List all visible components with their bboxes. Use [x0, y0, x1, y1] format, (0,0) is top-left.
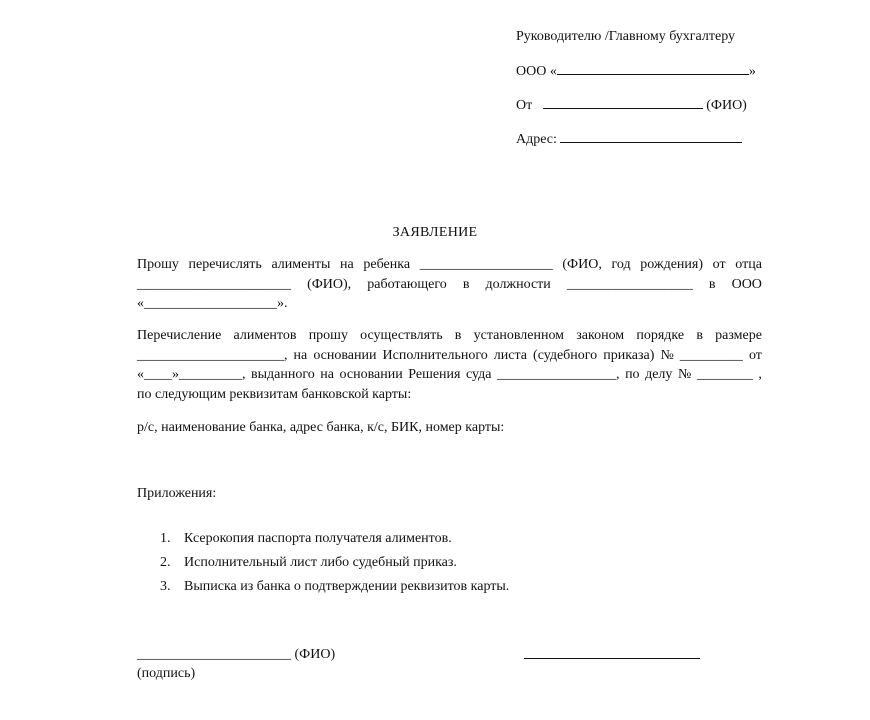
paragraph-word: установленном: [473, 328, 565, 343]
paragraph-word: _________________,: [497, 367, 620, 382]
paragraph-word: от: [712, 257, 726, 272]
from-line: [516, 95, 766, 114]
paragraph-word: основании: [339, 367, 403, 382]
paragraph-word: суда: [466, 367, 492, 382]
paragraph-word: размере: [715, 328, 762, 343]
paragraph-word: приказа): [603, 347, 655, 363]
paragraph-word: прошу: [308, 328, 348, 343]
paragraph-word: выданного: [251, 367, 315, 382]
paragraph-row: [137, 365, 762, 385]
paragraph-row: [137, 255, 762, 275]
paragraph-word: в: [696, 328, 703, 343]
addressee-block: [516, 27, 766, 148]
paragraph-word: в: [454, 328, 462, 343]
attachments-label: Приложения:: [137, 486, 217, 501]
paragraph-word: ,: [758, 367, 762, 382]
signature-caption: (подпись): [137, 666, 196, 681]
paragraph-word: _____________________,: [137, 347, 288, 363]
paragraph-row: [137, 294, 762, 314]
list-item-text: Выписка из банка о подтверждении реквизитов карты.: [184, 579, 510, 594]
paragraph-word: ___________________: [419, 257, 553, 272]
paragraph-word: (судебного: [533, 347, 598, 363]
transfer-paragraph: [137, 326, 762, 404]
list-item-number: 2.: [160, 555, 171, 570]
paragraph-word: №: [677, 367, 692, 382]
paragraph-word: (ФИО),: [307, 276, 352, 292]
paragraph-word: законом: [576, 328, 625, 343]
address-prefix: Адрес:: [516, 132, 557, 147]
paragraph-word: на: [293, 347, 308, 363]
paragraph-word: алиментов: [233, 328, 297, 343]
addressee-line: [516, 27, 766, 46]
paragraph-word: __________________: [566, 276, 693, 292]
paragraph-text: «___________________».: [137, 296, 288, 311]
paragraph-word: ______________________: [137, 276, 291, 292]
attachments-list: [160, 529, 509, 601]
company-name-field[interactable]: [557, 61, 749, 75]
address-line: [516, 129, 766, 148]
paragraph-word: ________: [696, 367, 753, 382]
paragraph-word: _________: [679, 347, 743, 363]
list-item: [160, 577, 509, 601]
paragraph-word: должности: [485, 276, 551, 292]
paragraph-word: в: [708, 276, 716, 292]
addressee-text: Руководителю /Главному бухгалтеру: [516, 29, 736, 44]
paragraph-word: в: [462, 276, 470, 292]
document-title: ЗАЯВЛЕНИЕ: [392, 225, 478, 240]
bank-details-line: р/с, наименование банка, адрес банка, к/с, БИК, номер карты:: [137, 420, 505, 435]
paragraph-word: ребенка: [363, 257, 411, 272]
paragraph-word: Решения: [408, 367, 461, 382]
paragraph-word: порядке: [636, 328, 685, 343]
paragraph-word: от: [748, 347, 762, 363]
paragraph-word: «____»_________,: [137, 367, 246, 382]
from-prefix: От: [516, 98, 533, 113]
paragraph-row: [137, 385, 762, 405]
list-item: [160, 553, 509, 577]
from-suffix: (ФИО): [706, 98, 747, 113]
date-signature-field[interactable]: [524, 658, 700, 659]
list-item-text: Ксерокопия паспорта получателя алиментов.: [184, 531, 452, 546]
paragraph-row: [137, 346, 762, 366]
paragraph-word: №: [660, 347, 674, 363]
paragraph-word: на: [340, 257, 354, 272]
paragraph-word: алименты: [271, 257, 331, 272]
paragraph-word: Прошу: [137, 257, 179, 272]
paragraph-word: делу: [645, 367, 673, 382]
from-name-field[interactable]: [543, 95, 703, 109]
address-field[interactable]: [560, 129, 742, 143]
company-suffix: »: [748, 64, 756, 79]
paragraph-word: год: [611, 257, 631, 272]
paragraph-row: [137, 275, 762, 295]
signature-name-line: ______________________ (ФИО): [137, 647, 336, 662]
paragraph-word: Исполнительного: [382, 347, 488, 363]
paragraph-word: (ФИО,: [562, 257, 602, 272]
paragraph-word: осуществлять: [360, 328, 443, 343]
paragraph-word: листа: [493, 347, 527, 363]
paragraph-word: отца: [735, 257, 762, 272]
paragraph-row: [137, 326, 762, 346]
paragraph-word: перечислять: [188, 257, 262, 272]
paragraph-word: на: [320, 367, 335, 382]
list-item-text: Исполнительный лист либо судебный приказ.: [184, 555, 457, 570]
paragraph-text: по следующим реквизитам банковской карты:: [137, 386, 412, 402]
paragraph-word: ООО: [731, 276, 762, 292]
list-item-number: 3.: [160, 579, 171, 594]
request-paragraph: [137, 255, 762, 314]
paragraph-word: основании: [313, 347, 377, 363]
paragraph-word: работающего: [367, 276, 447, 292]
paragraph-word: Перечисление: [137, 328, 222, 343]
company-line: [516, 61, 766, 80]
paragraph-word: рождения): [640, 257, 704, 272]
list-item: [160, 529, 509, 553]
paragraph-word: по: [625, 367, 640, 382]
company-prefix: ООО «: [516, 64, 557, 79]
list-item-number: 1.: [160, 531, 171, 546]
